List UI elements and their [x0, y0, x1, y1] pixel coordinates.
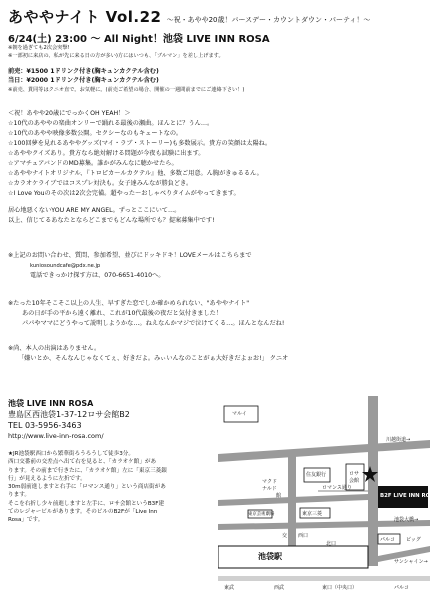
- message-line-1: ※たった10年そこそこ以上の人生、早すぎた恋でしか確かめられない、"あややナイト": [8, 300, 250, 307]
- price-door: 当日：¥2000 1ドリンク付き(胸キュンカクテル含む): [8, 77, 159, 84]
- venue-info: [8, 398, 130, 442]
- venue-address: 豊島区西池袋1-37-12ロサ会館B2: [8, 410, 130, 419]
- direction-line: 西口交番前の交差点へ出て右を見ると、「カラオケ館」があ: [8, 459, 157, 466]
- map-label-north-exit: 北口: [326, 541, 337, 547]
- contact-text: ※上記のお問い合わせ、質問、参加希望、並びにドッキドキ！LOVEメールはこちらまで: [8, 252, 252, 259]
- program-item: ☆I Love Youのその次は2次会完備。超やった～おしゃべりタイムがやってきます。: [8, 190, 240, 197]
- map-label-parco2: パルコ: [394, 585, 410, 591]
- map-label-marui: マルイ: [232, 411, 247, 417]
- direction-line: ★JR池袋駅西口から繁華街ろうろうして徒歩3分。: [8, 451, 134, 457]
- event-date: 6/24(土) 23:00 ～ All Night！池袋 LIVE INN ROSA: [8, 34, 270, 45]
- map-label-jr-line: 池袋大橋→: [394, 517, 419, 523]
- map-label-mcdonalds: マクド ナルド: [262, 479, 278, 492]
- map-label-rosa-kaikan: ロサ会館: [349, 471, 360, 484]
- event-subtitle: ～祝・あやや20歳！バースデー・カウントダウン・パーティ！～: [166, 16, 371, 24]
- directions: [8, 450, 167, 525]
- program-heading: ＜祝！あやや20歳にでっかくOH YEAH！＞: [8, 110, 131, 117]
- map-label-kawagoe: 川越街道→: [386, 437, 411, 443]
- venue-tel: TEL 03-5956-3463: [8, 421, 82, 430]
- footnote-1: ※尚、本人の出演はありません。: [8, 345, 101, 352]
- map-label-south-exit: 東口（中央口）: [322, 585, 358, 591]
- map-label-tokyo-geijutsu: 東京芸術劇場: [248, 512, 275, 517]
- map-label-tokyo-mitsubishi: 東京三菱: [302, 511, 323, 517]
- program-item: ☆10代のあややの楽曲オンリーで踊れる最後の瀬曲。ほんとに？うん…。: [8, 120, 214, 127]
- program-item: ☆カラオケライブではコスプレ対決も。女子達みんなが勝負どき。: [8, 180, 193, 187]
- map-label-tobu: 東武: [224, 585, 235, 591]
- map-label-kaikan: 館: [276, 493, 282, 499]
- header-note-2: ※一部初に来店の、私が先に来る日の方が多い)方にはいつも、「ブルマン」を差し上げます。: [8, 53, 224, 59]
- map-label-ikebukuro-station: 池袋駅: [258, 552, 282, 561]
- map-label-sunshine: サンシャイン→: [394, 559, 428, 565]
- map-label-sumitomo: 住友銀行: [306, 472, 327, 478]
- map-label-romance: ロマンス通り: [322, 485, 352, 491]
- direction-line: ります。: [8, 492, 30, 499]
- map-label-big: ビッグ: [406, 537, 421, 543]
- direction-line: 30m弱前進しますと右手に「ロマンス通り」という商店街があ: [8, 484, 166, 491]
- direction-line: てのレジャービルがあります。そのビルのB2Fが「Live Inn: [8, 509, 158, 516]
- message-line-2: あの日が手の平から遠く離れ、これが10代最後の夜だと気付きました！: [22, 310, 223, 317]
- rail-line: [218, 576, 430, 581]
- contact-email[interactable]: kuniosoundcafe@pdx.ne.jp: [30, 263, 101, 269]
- header: [8, 6, 370, 27]
- event-title: あややナイト Vol.22: [8, 8, 162, 26]
- contact-phone: 電話できっかけ探す方は、070-6651-4010へ。: [30, 272, 165, 279]
- price-note: ※前売、貰同等はクニオ直で。お気軽に。(前売ご希望の場合、開催の一週間前までにご連絡下さい！): [8, 87, 245, 93]
- program-item: ☆アマチュアバンドのMD募集。誰かがみんなに聴かせたら。: [8, 160, 178, 167]
- direction-line: ります。その前まで行きたに、「カラオケ館」左に「東京三菱銀: [8, 467, 167, 474]
- venue-name: 池袋 LIVE INN ROSA: [8, 399, 94, 408]
- price-advance: 前売：¥1500 1ドリンク付き(胸キュンカクテル含む): [8, 68, 159, 75]
- map-label-koban: 交: [282, 533, 288, 539]
- map-label-parco: パルコ: [380, 537, 396, 543]
- direction-line: そこを右折し少々前進しますと左手に、ロサ会館というB3F建: [8, 500, 165, 507]
- message-line-3: パパやママにどうやって説明しようかな…。ねえなんかマジで泣けてくる…。ほんとなんだね!: [22, 320, 285, 327]
- program-item: ☆あややナイトオリジナル、『トロピカ～ルカクテル』他、多数ご用意。ん胸がきゅるるん。: [8, 170, 263, 177]
- station-block: [218, 546, 368, 568]
- map-label-venue: B2F LIVE INN ROSA: [380, 493, 438, 499]
- program-item: ☆100回夢を見れるあややグッズ(マイ・ラブ・ストーリー)も多数展示。貴方の笑顔は太陽ね。: [8, 140, 272, 147]
- program-closing-2: 以上、信じてるあなたとならどこまでもどんな場所でも？提案募集中です!: [8, 217, 215, 224]
- venue-url[interactable]: http://www.live-inn-rosa.com/: [8, 432, 104, 440]
- direction-line: Rosa」です。: [8, 517, 44, 524]
- footnote-2: 「嫌いとか、そんなんじゃなくてぇ、好きだよ。みぃいんなのことがぁ大好きだよぉお!」 クニオ: [18, 355, 289, 362]
- direction-line: 行」が見えるように左折です。: [8, 475, 86, 482]
- access-map: [218, 396, 438, 596]
- map-label-nishiguchi: 西口: [298, 533, 309, 539]
- program-closing-1: 居心地悪くないYOU ARE MY ANGEL。ずっとここにいて…。: [8, 207, 181, 214]
- map-label-seibu: 西武: [274, 585, 285, 591]
- program-item: ☆10代のあやや映像多数公開。セクシーなのもキュートなの。: [8, 130, 183, 137]
- header-note-1: ※朝を過ぎても2次会突撃!: [8, 45, 70, 51]
- program-item: ☆あややクイズあり。貴方なら絶対解ける問題が今夜も試験に出ます。: [8, 150, 205, 157]
